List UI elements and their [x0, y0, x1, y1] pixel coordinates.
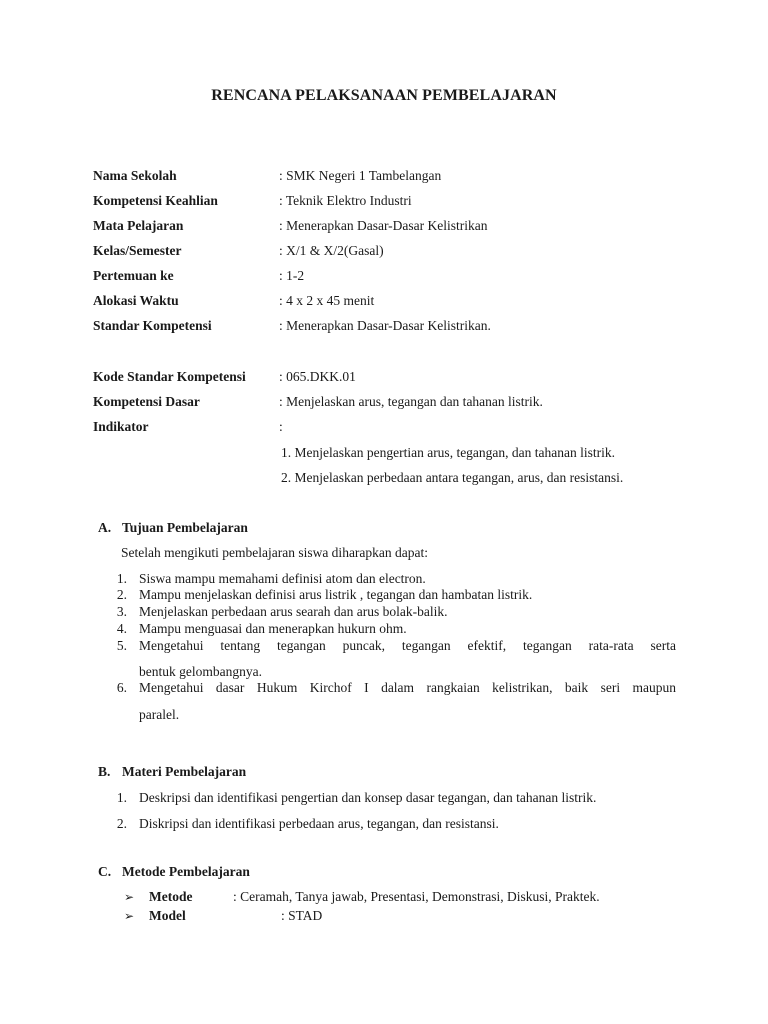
model-label: Model: [149, 908, 186, 923]
identity-value: : 1-2: [279, 268, 305, 283]
section-heading-tujuan: [98, 518, 248, 538]
identity-value: : Teknik Elektro Industri: [279, 193, 412, 208]
list-item-continuation: paralel.: [139, 707, 180, 722]
list-item: Mengetahui dasar Hukum Kirchof I dalam rangkaian kelistrikan, baik seri maupun: [139, 680, 676, 695]
list-number: 1.: [116, 790, 127, 805]
arrow-bullet-icon: ➢: [124, 890, 135, 904]
identity-value: : Menerapkan Dasar-Dasar Kelistrikan.: [279, 318, 491, 333]
identity-label: Kompetensi Keahlian: [93, 193, 218, 208]
method-label: Metode: [149, 889, 193, 904]
list-number: 4.: [116, 621, 127, 636]
identity-label: Kelas/Semester: [93, 243, 182, 258]
indikator-item: 2. Menjelaskan perbedaan antara tegangan, arus, dan resistansi.: [281, 470, 624, 485]
list-number: 6.: [116, 680, 127, 695]
identity-value: : 065.DKK.01: [279, 369, 356, 384]
list-item: Mampu menjelaskan definisi arus listrik , tegangan dan hambatan listrik.: [139, 587, 533, 602]
identity-label: Pertemuan ke: [93, 268, 174, 283]
section-heading-materi: [98, 762, 246, 782]
identity-value: :: [279, 419, 283, 434]
list-number: 2.: [116, 816, 127, 831]
identity-label: Standar Kompetensi: [93, 318, 212, 333]
section-heading-text: Tujuan Pembelajaran: [122, 520, 248, 535]
list-item: Deskripsi dan identifikasi pengertian dan konsep dasar tegangan, dan tahanan listrik.: [139, 790, 597, 805]
list-number: 5.: [116, 638, 127, 653]
section-heading-text: Materi Pembelajaran: [122, 764, 247, 779]
identity-value: : SMK Negeri 1 Tambelangan: [279, 168, 442, 183]
page-title: RENCANA PELAKSANAAN PEMBELAJARAN: [211, 87, 557, 104]
identity-value: : 4 x 2 x 45 menit: [279, 293, 375, 308]
section-intro: Setelah mengikuti pembelajaran siswa diharapkan dapat:: [121, 545, 429, 560]
method-value: : Ceramah, Tanya jawab, Presentasi, Demonstrasi, Diskusi, Praktek.: [233, 889, 600, 904]
identity-label: Nama Sekolah: [93, 168, 177, 183]
section-heading-metode: [98, 862, 250, 882]
list-number: 1.: [116, 571, 127, 586]
identity-label: Indikator: [93, 419, 149, 434]
list-item-continuation: bentuk gelombangnya.: [139, 664, 262, 679]
list-item: Diskripsi dan identifikasi perbedaan arus, tegangan, dan resistansi.: [139, 816, 499, 831]
list-number: 3.: [116, 604, 127, 619]
identity-label: Kode Standar Kompetensi: [93, 369, 246, 384]
list-number: 2.: [116, 587, 127, 602]
list-item: Siswa mampu memahami definisi atom dan electron.: [139, 571, 426, 586]
section-letter: B.: [98, 764, 111, 779]
indikator-item: 1. Menjelaskan pengertian arus, tegangan, dan tahanan listrik.: [281, 445, 616, 460]
list-item: Menjelaskan perbedaan arus searah dan arus bolak-balik.: [139, 604, 448, 619]
section-heading-text: Metode Pembelajaran: [122, 864, 250, 879]
list-item: Mampu menguasai dan menerapkan hukurn ohm.: [139, 621, 407, 636]
model-value: : STAD: [281, 908, 323, 923]
arrow-bullet-icon: ➢: [124, 909, 135, 923]
identity-label: Mata Pelajaran: [93, 218, 184, 233]
identity-value: : Menerapkan Dasar-Dasar Kelistrikan: [279, 218, 488, 233]
section-letter: C.: [98, 864, 112, 879]
identity-value: : Menjelaskan arus, tegangan dan tahanan listrik.: [279, 394, 543, 409]
identity-label: Alokasi Waktu: [93, 293, 179, 308]
section-letter: A.: [98, 520, 112, 535]
identity-value: : X/1 & X/2(Gasal): [279, 243, 384, 258]
list-item: Mengetahui tentang tegangan puncak, tegangan efektif, tegangan rata-rata serta: [139, 638, 676, 653]
identity-label: Kompetensi Dasar: [93, 394, 200, 409]
